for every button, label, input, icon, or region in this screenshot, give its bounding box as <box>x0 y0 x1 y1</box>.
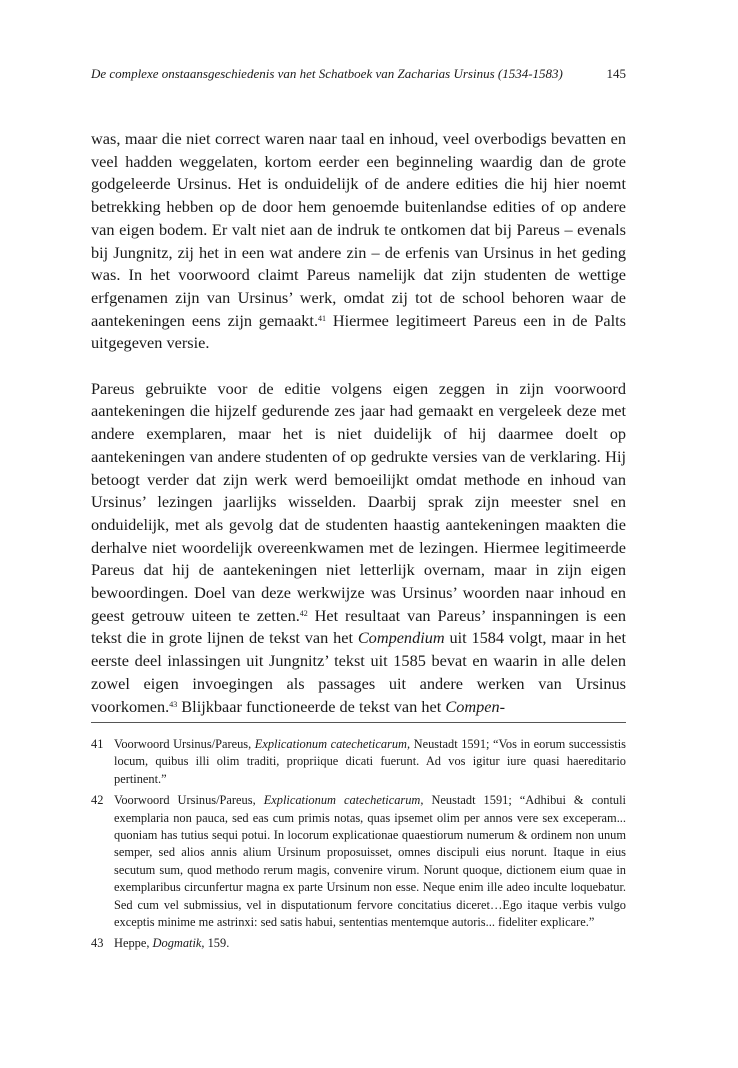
footnote-reference[interactable]: 41 <box>318 313 327 323</box>
paragraph-text: Blijkbaar functioneerde de tekst van het <box>177 696 446 716</box>
footnote-text: Heppe, <box>114 936 153 951</box>
running-title: De complexe onstaansgeschiedenis van het Schatboek van Zacharias Ursinus (1534-1583) <box>91 66 563 81</box>
footnote-reference[interactable]: 43 <box>169 699 178 709</box>
paragraph-2 <box>91 378 626 719</box>
footnote-italic: Explicationum catecheticarum, <box>254 737 411 751</box>
footnote <box>91 736 626 788</box>
footnote <box>91 935 626 952</box>
footnote-number: 42 <box>91 793 104 808</box>
paragraph-text: Pareus gebruikte voor de editie volgens eigen zeggen in zijn voorwoord aantekeningen die hijzelf gedurende zes jaar had gemaakt en vergeleek deze met andere exemplaren, maar het is niet duidelijk of hij daarmee doelt op aantekeningen van andere studenten of op gedrukte versies van de verklaring. Hij betoogt verder dat zijn werk werd bemoeilijkt omdat methode en inhoud van Ursinus’ lezingen jaarlijks wisselden. Daarbij sprak zijn meester snel en onduidelijk, met als gevolg dat de studenten haastig aantekeningen maakten die derhalve niet woordelijk overeenkwamen met de lezingen. Hiermee legitimeerde Pareus dat hij de aantekeningen niet letterlijk overnam, maar in zijn eigen bewoordingen. Doel van deze werkwijze was Ursinus’ woorden naar inhoud en geest getrouw uiteen te zetten. <box>91 378 626 625</box>
page-number: 145 <box>606 66 626 81</box>
footnote-text: Voorwoord Ursinus/Pareus, <box>114 737 255 751</box>
italic-title: Compen- <box>445 696 506 716</box>
paragraph-text: Hiermee legitimeert Pareus een in de Palts uitgegeven versie. <box>91 310 626 353</box>
paragraph-text: was, maar die niet correct waren naar taal en inhoud, veel overbodigs bevatten en veel hadden weggelaten, kortom eerder een beginneling waardig dan de grote godgeleerde Ursinus. Het is onduidelijk of de andere edities die hij hier noemt betrekking hebben op de door hem genoemde buitenlandse edities of op andere van eigen bodem. Er valt niet aan de indruk te ontkomen dat bij Pareus – evenals bij Jungnitz, zij het in een wat andere zin – de erfenis van Ursinus in het geding was. In het voorwoord claimt Pareus namelijk dat zijn studenten de wettige erfgenamen zijn van Ursinus’ werk, omdat zij tot de school behoren waar de aantekeningen eens zijn gemaakt. <box>91 129 626 330</box>
paragraph-1 <box>91 128 626 355</box>
footnote-divider <box>91 722 626 723</box>
footnote-text: 159. <box>204 936 230 951</box>
footnote-text: Neustadt 1591; “Vos in eorum successistis locum, quibus illi olim traditi, propriique dicati fuerunt. Ad vos igitur iure quasi haereditario pertinent.” <box>114 737 626 786</box>
footnote <box>91 792 626 931</box>
footnote-text: Neustadt 1591; “Adhibui & contuli exemplaria non pauca, sed eas cum primis notas, quas ipsemet olim per annos vere sex exceperam... quoniam has tutius sequi potui. In locorum explicationae quaestiorum numerum & ordinem non unum semper, sed alios annis alium Ursinum proposuisset, omnes discipuli eius norunt. Itaque in eius secutum sum, quod methodo rerum magis, convenire virum. Norunt quoque, dictionem eium quae in exemplaribus circunfertur magna ex parte Ursinum non esse. Neque enim ille adeo inculte loquebatur. Sed cum vel submissius, vel in disputationum fervore concitatius diceret…Ego itaque verbis vulgo exceptis minime me astrinxi: sed satis habui, sententias mentemque autoris... fideliter explicare.” <box>114 793 626 930</box>
footnote-italic: Dogmatik, <box>152 936 205 951</box>
footnote-number: 41 <box>91 737 104 751</box>
footnote-italic: Explicationum catecheticarum, <box>263 793 424 808</box>
paragraph-text: uit 1584 volgt, maar in het eerste deel inlassingen uit Jungnitz’ tekst uit 1585 bevat en waarin in alle delen zowel eigen invoegingen als passages uit andere werken van Ursinus voorkomen. <box>91 628 626 716</box>
footnotes <box>91 736 626 957</box>
paragraph-text: Het resultaat van Pareus’ inspanningen is een tekst die in grote lijnen de tekst van het <box>91 605 626 648</box>
italic-title: Compendium <box>357 628 445 648</box>
main-text <box>91 128 626 718</box>
footnote-text: Voorwoord Ursinus/Pareus, <box>114 793 264 808</box>
footnote-number: 43 <box>91 936 104 951</box>
footnote-reference[interactable]: 42 <box>299 608 308 618</box>
